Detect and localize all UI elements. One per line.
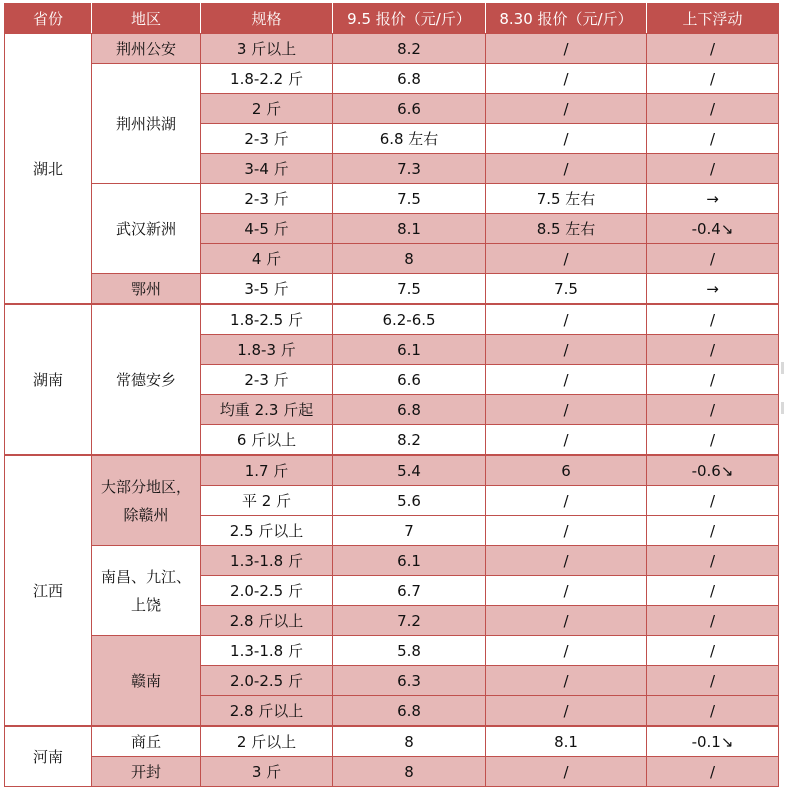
table-row xyxy=(5,304,779,335)
price-9-5-cell: 6.1 xyxy=(333,335,486,365)
spec-cell: 3 斤以上 xyxy=(201,34,333,64)
price-9-5-cell: 8 xyxy=(333,244,486,274)
price-9-5-cell: 7.2 xyxy=(333,606,486,636)
price-8-30-cell: / xyxy=(486,34,647,64)
region-cell: 大部分地区，除赣州 xyxy=(92,455,201,546)
spec-cell: 4 斤 xyxy=(201,244,333,274)
table-row xyxy=(5,34,779,64)
change-cell: -0.6↘ xyxy=(647,455,779,486)
region-cell: 常德安乡 xyxy=(92,304,201,455)
price-9-5-cell: 7.5 xyxy=(333,184,486,214)
change-cell: / xyxy=(647,606,779,636)
price-8-30-cell: 7.5 xyxy=(486,274,647,305)
price-8-30-cell: / xyxy=(486,696,647,727)
price-9-5-cell: 8.1 xyxy=(333,214,486,244)
price-9-5-cell: 5.6 xyxy=(333,486,486,516)
table-row xyxy=(5,455,779,486)
change-cell: / xyxy=(647,64,779,94)
price-9-5-cell: 8 xyxy=(333,726,486,757)
price-8-30-cell: / xyxy=(486,636,647,666)
spec-cell: 1.8-2.2 斤 xyxy=(201,64,333,94)
spec-cell: 2.5 斤以上 xyxy=(201,516,333,546)
price-8-30-cell: 6 xyxy=(486,455,647,486)
right-margin-mark xyxy=(781,402,784,414)
price-9-5-cell: 7.3 xyxy=(333,154,486,184)
price-8-30-cell: / xyxy=(486,606,647,636)
spec-cell: 3-5 斤 xyxy=(201,274,333,305)
change-cell: / xyxy=(647,365,779,395)
province-cell: 湖北 xyxy=(5,34,92,305)
province-cell: 河南 xyxy=(5,726,92,787)
header-row xyxy=(5,4,779,34)
province-cell: 湖南 xyxy=(5,304,92,455)
price-8-30-cell: 8.5 左右 xyxy=(486,214,647,244)
price-9-5-cell: 6.6 xyxy=(333,94,486,124)
region-cell: 荆州洪湖 xyxy=(92,64,201,184)
table-row xyxy=(5,636,779,666)
spec-cell: 2.8 斤以上 xyxy=(201,696,333,727)
change-cell: / xyxy=(647,244,779,274)
price-9-5-cell: 7.5 xyxy=(333,274,486,305)
table-row xyxy=(5,757,779,787)
spec-cell: 2 斤以上 xyxy=(201,726,333,757)
change-cell: → xyxy=(647,274,779,305)
table-row xyxy=(5,274,779,305)
spec-cell: 1.7 斤 xyxy=(201,455,333,486)
price-8-30-cell: / xyxy=(486,64,647,94)
price-9-5-cell: 6.8 xyxy=(333,64,486,94)
price-9-5-cell: 6.2-6.5 xyxy=(333,304,486,335)
region-cell: 武汉新洲 xyxy=(92,184,201,274)
spec-cell: 2.0-2.5 斤 xyxy=(201,576,333,606)
price-8-30-cell: / xyxy=(486,395,647,425)
change-cell: / xyxy=(647,124,779,154)
change-cell: / xyxy=(647,576,779,606)
price-table xyxy=(4,3,779,787)
price-9-5-cell: 5.8 xyxy=(333,636,486,666)
change-cell: / xyxy=(647,636,779,666)
change-cell: / xyxy=(647,335,779,365)
header-price-9-5: 9.5 报价（元/斤） xyxy=(333,4,486,34)
price-8-30-cell: 8.1 xyxy=(486,726,647,757)
table-row xyxy=(5,64,779,94)
change-cell: -0.1↘ xyxy=(647,726,779,757)
price-8-30-cell: / xyxy=(486,576,647,606)
price-9-5-cell: 6.8 左右 xyxy=(333,124,486,154)
price-8-30-cell: / xyxy=(486,546,647,576)
region-cell: 赣南 xyxy=(92,636,201,727)
spec-cell: 平 2 斤 xyxy=(201,486,333,516)
change-cell: / xyxy=(647,696,779,727)
spec-cell: 6 斤以上 xyxy=(201,425,333,456)
change-cell: / xyxy=(647,154,779,184)
spec-cell: 2 斤 xyxy=(201,94,333,124)
province-cell: 江西 xyxy=(5,455,92,726)
header-province: 省份 xyxy=(5,4,92,34)
price-8-30-cell: / xyxy=(486,94,647,124)
price-8-30-cell: / xyxy=(486,757,647,787)
spec-cell: 2.8 斤以上 xyxy=(201,606,333,636)
change-cell: / xyxy=(647,546,779,576)
header-region: 地区 xyxy=(92,4,201,34)
price-8-30-cell: / xyxy=(486,244,647,274)
table-row xyxy=(5,184,779,214)
spec-cell: 1.3-1.8 斤 xyxy=(201,636,333,666)
spec-cell: 2-3 斤 xyxy=(201,124,333,154)
change-cell: / xyxy=(647,516,779,546)
spec-cell: 3-4 斤 xyxy=(201,154,333,184)
price-table-container xyxy=(4,3,779,787)
price-8-30-cell: / xyxy=(486,124,647,154)
price-9-5-cell: 6.8 xyxy=(333,395,486,425)
header-change: 上下浮动 xyxy=(647,4,779,34)
table-row xyxy=(5,726,779,757)
price-9-5-cell: 6.7 xyxy=(333,576,486,606)
spec-cell: 3 斤 xyxy=(201,757,333,787)
price-9-5-cell: 6.8 xyxy=(333,696,486,727)
spec-cell: 2-3 斤 xyxy=(201,184,333,214)
change-cell: → xyxy=(647,184,779,214)
price-8-30-cell: / xyxy=(486,154,647,184)
header-spec: 规格 xyxy=(201,4,333,34)
spec-cell: 均重 2.3 斤起 xyxy=(201,395,333,425)
price-8-30-cell: / xyxy=(486,365,647,395)
change-cell: / xyxy=(647,666,779,696)
price-9-5-cell: 8.2 xyxy=(333,425,486,456)
change-cell: / xyxy=(647,425,779,456)
spec-cell: 2.0-2.5 斤 xyxy=(201,666,333,696)
price-9-5-cell: 6.3 xyxy=(333,666,486,696)
table-row xyxy=(5,546,779,576)
change-cell: / xyxy=(647,486,779,516)
change-cell: / xyxy=(647,304,779,335)
price-8-30-cell: / xyxy=(486,486,647,516)
table-body xyxy=(5,34,779,787)
price-9-5-cell: 6.1 xyxy=(333,546,486,576)
spec-cell: 1.8-2.5 斤 xyxy=(201,304,333,335)
change-cell: -0.4↘ xyxy=(647,214,779,244)
spec-cell: 1.3-1.8 斤 xyxy=(201,546,333,576)
right-margin-mark xyxy=(781,362,784,374)
header-price-8-30: 8.30 报价（元/斤） xyxy=(486,4,647,34)
spec-cell: 1.8-3 斤 xyxy=(201,335,333,365)
spec-cell: 2-3 斤 xyxy=(201,365,333,395)
price-9-5-cell: 6.6 xyxy=(333,365,486,395)
change-cell: / xyxy=(647,757,779,787)
change-cell: / xyxy=(647,94,779,124)
price-9-5-cell: 8 xyxy=(333,757,486,787)
price-9-5-cell: 5.4 xyxy=(333,455,486,486)
region-cell: 开封 xyxy=(92,757,201,787)
price-8-30-cell: 7.5 左右 xyxy=(486,184,647,214)
change-cell: / xyxy=(647,395,779,425)
price-9-5-cell: 8.2 xyxy=(333,34,486,64)
price-8-30-cell: / xyxy=(486,666,647,696)
price-8-30-cell: / xyxy=(486,425,647,456)
price-8-30-cell: / xyxy=(486,516,647,546)
region-cell: 商丘 xyxy=(92,726,201,757)
change-cell: / xyxy=(647,34,779,64)
region-cell: 荆州公安 xyxy=(92,34,201,64)
price-8-30-cell: / xyxy=(486,335,647,365)
price-8-30-cell: / xyxy=(486,304,647,335)
spec-cell: 4-5 斤 xyxy=(201,214,333,244)
region-cell: 鄂州 xyxy=(92,274,201,305)
price-9-5-cell: 7 xyxy=(333,516,486,546)
region-cell: 南昌、九江、上饶 xyxy=(92,546,201,636)
